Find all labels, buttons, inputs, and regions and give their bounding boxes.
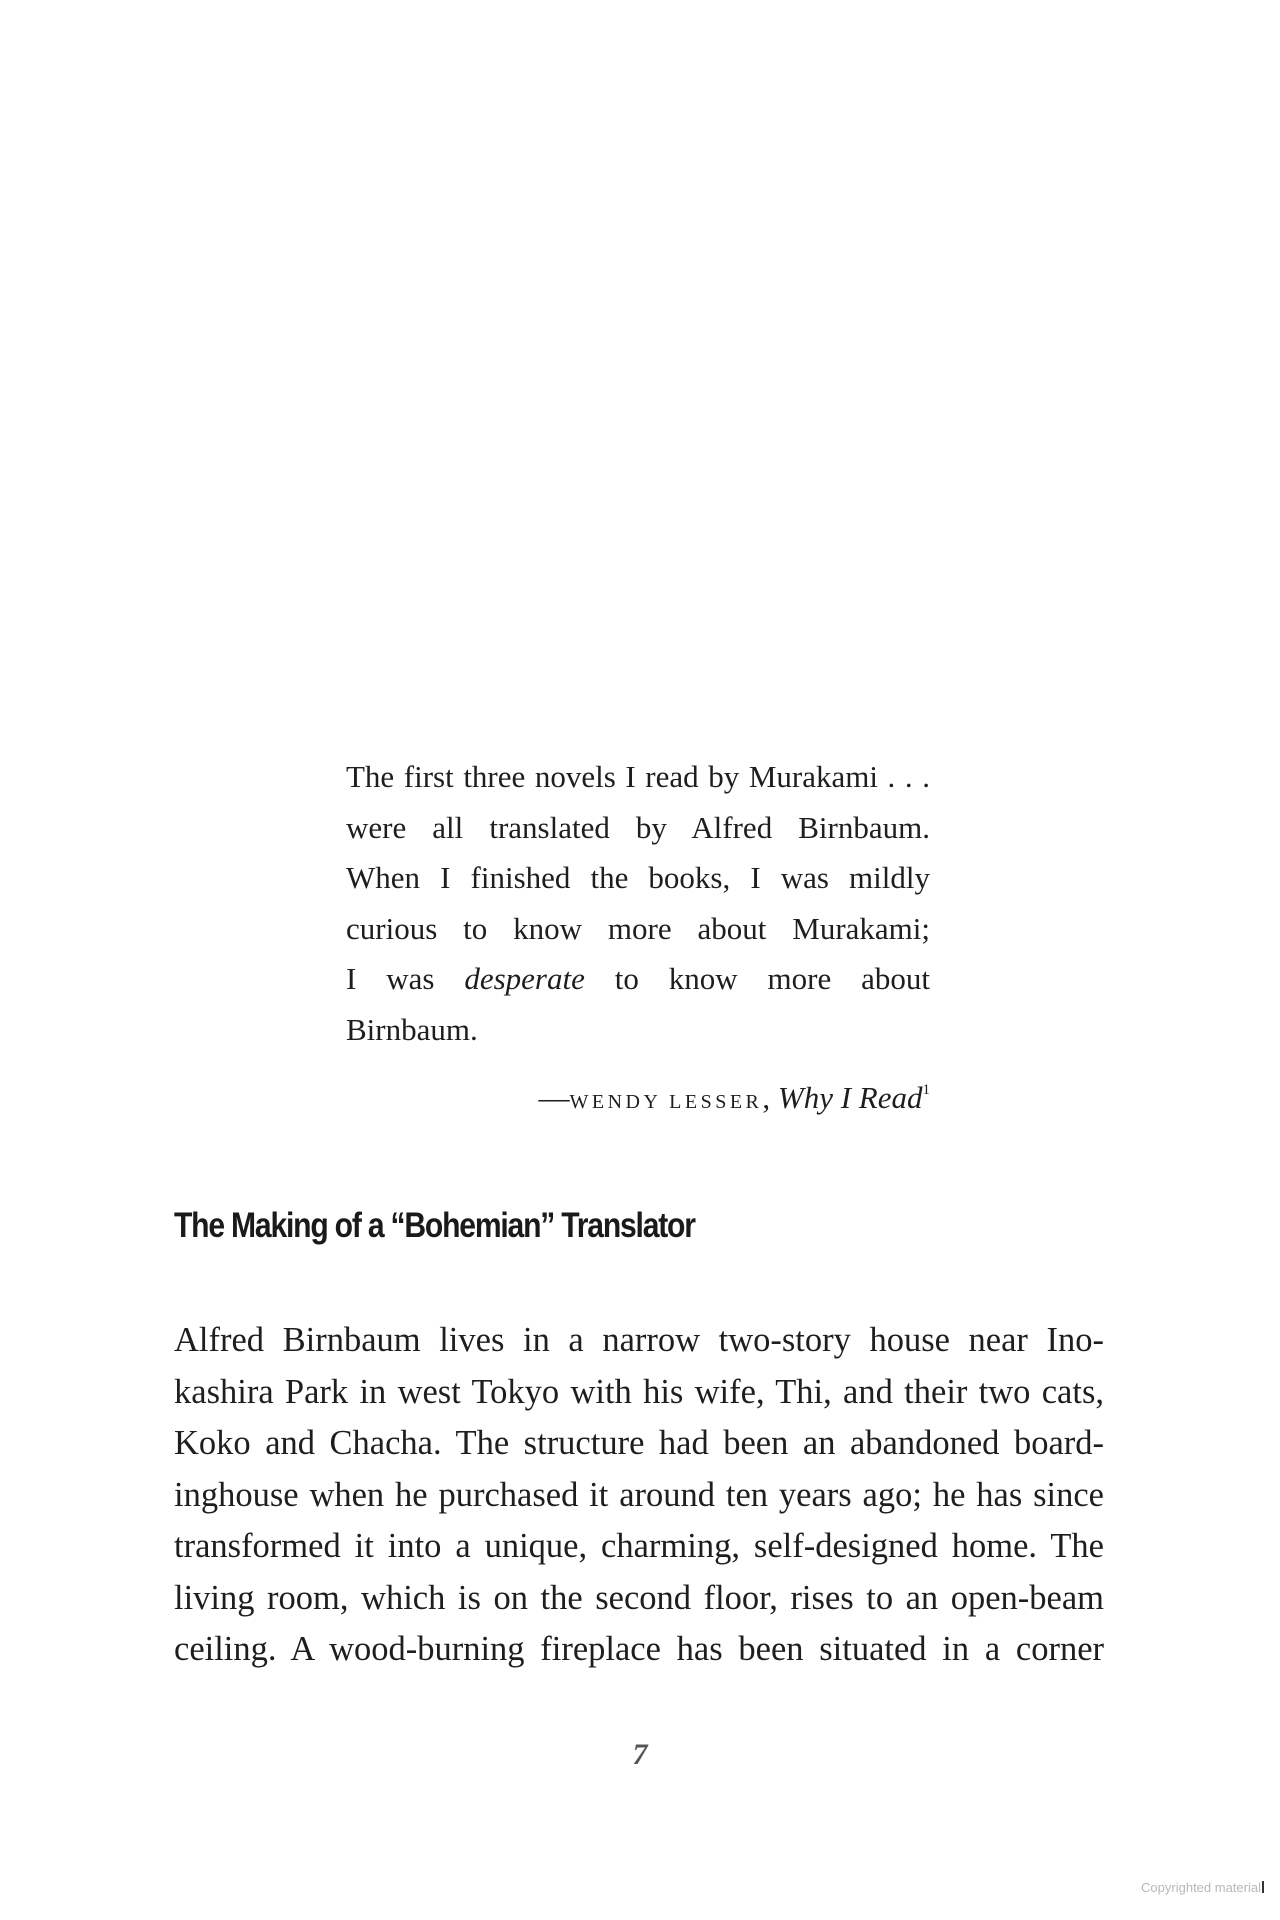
epigraph-line-emphasis (346, 954, 930, 1005)
body-line: transformed it into a unique, charming, self-designed home. The (174, 1527, 1104, 1565)
epigraph-line: Birnbaum. (346, 1011, 478, 1047)
epigraph-quote (346, 752, 930, 1055)
body-line: kashira Park in west Tokyo with his wife, Thi, and their two cats, (174, 1372, 1104, 1411)
text-cursor-mark (1262, 1881, 1264, 1893)
epigraph-text: to know more about (614, 961, 930, 996)
body-line: Koko and Chacha. The structure had been an abandoned board- (174, 1424, 1104, 1462)
body-line: living room, which is on the second floor, rises to an open-beam (174, 1578, 1104, 1617)
epigraph-line: were all translated by Alfred Birnbaum. (346, 809, 930, 845)
attribution-dash: — (538, 1080, 570, 1115)
epigraph-line: curious to know more about Murakami; (346, 910, 930, 946)
epigraph-emphasis: desperate (464, 961, 585, 996)
attribution-work-title: Why I Read (777, 1080, 923, 1115)
attribution-separator: , (762, 1080, 771, 1115)
section-heading: The Making of a “Bohemian” Translator (174, 1206, 695, 1245)
copyright-notice (1141, 1880, 1264, 1895)
attribution-author: WENDY LESSER (569, 1091, 763, 1113)
copyright-text: Copyrighted material (1141, 1880, 1261, 1895)
epigraph-attribution (346, 1065, 930, 1127)
body-line: ceiling. A wood-burning fireplace has been situated in a corner (174, 1630, 1104, 1668)
body-line: inghouse when he purchased it around ten years ago; he has since (174, 1475, 1104, 1514)
epigraph-line: The first three novels I read by Murakami . . . (346, 759, 930, 794)
epigraph-line: When I finished the books, I was mildly (346, 860, 930, 895)
page-number: 7 (632, 1738, 648, 1771)
footnote-marker: 1 (922, 1082, 930, 1098)
body-paragraph (174, 1315, 1104, 1676)
body-line: Alfred Birnbaum lives in a narrow two-story house near Ino- (174, 1321, 1104, 1359)
epigraph-text: I was (346, 961, 435, 996)
